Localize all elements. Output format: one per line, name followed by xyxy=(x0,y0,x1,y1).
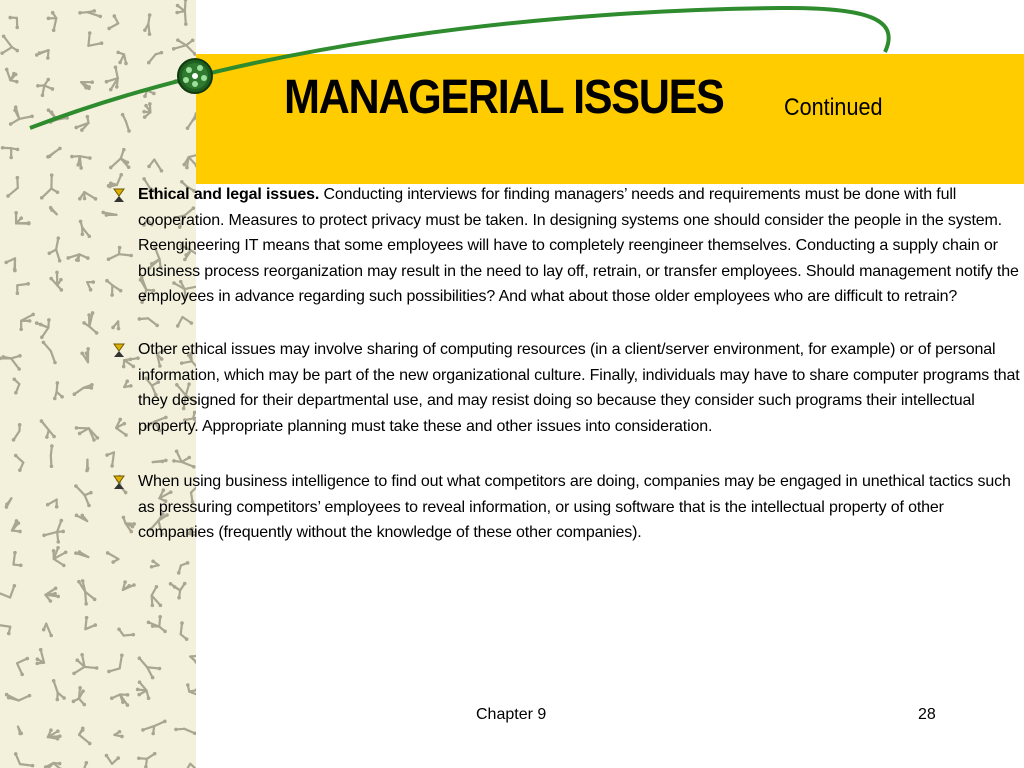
molecule-shape xyxy=(117,627,135,636)
globe-icon xyxy=(178,59,212,93)
bullet-text: When using business intelligence to find out what competitors are doing, companies may be engaged in unethical tactics such as pressuring competitors’ employees to reveal information, or using software that is the intellectual property of other companies (frequently without the knowledge of these other companies). xyxy=(138,473,1011,541)
molecule-shape xyxy=(137,752,156,768)
molecule-shape xyxy=(5,693,32,701)
molecule-shape xyxy=(74,550,88,557)
molecule-shape xyxy=(14,752,34,767)
bullet-lead-text: Ethical and legal issues. xyxy=(138,186,320,203)
molecule-shape xyxy=(72,761,99,768)
molecule-shape xyxy=(177,561,189,575)
molecule-shape xyxy=(75,426,100,442)
molecule-shape xyxy=(42,519,65,544)
molecule-shape xyxy=(151,585,163,607)
molecule-shape xyxy=(44,762,63,768)
molecule-shape xyxy=(185,764,196,768)
bullet-text: Conducting interviews for finding managers’ needs and requirements must be done with full cooperation. Measures to protect privacy must be taken. In designing systems one should consider the people in the system. Reengineering IT means that some employees will have to completely reengineer themselves. Conducting a supply chain or business process reorganization may result in the need to lay off, retrain, or transfer employees. Should management notify the employees in advance regarding such possibilities? And what about those older employees who are difficult to retrain? xyxy=(138,186,1019,305)
molecule-shape xyxy=(49,271,63,292)
molecule-shape xyxy=(105,754,120,764)
molecule-shape xyxy=(150,559,159,568)
molecule-shape xyxy=(110,693,129,707)
molecule-shape xyxy=(19,313,35,331)
bullet-icon xyxy=(112,474,126,490)
bullet-icon xyxy=(112,342,126,358)
molecule-shape xyxy=(80,347,90,362)
title-main-text: MANAGERIAL ISSUES xyxy=(284,71,724,124)
molecule-shape xyxy=(5,498,12,509)
molecule-shape xyxy=(12,519,22,533)
molecule-shape xyxy=(50,444,54,468)
molecule-shape xyxy=(82,311,98,335)
molecule-shape xyxy=(13,551,22,567)
molecule-shape xyxy=(12,423,22,442)
molecule-shape xyxy=(72,686,86,706)
molecule-shape xyxy=(49,206,57,214)
molecule-shape xyxy=(79,727,91,746)
footer-chapter: Chapter 9 xyxy=(476,706,547,723)
molecule-shape xyxy=(186,683,196,698)
molecule-shape xyxy=(123,580,136,590)
molecule-shape xyxy=(87,280,95,291)
molecule-shape xyxy=(0,584,16,598)
molecule-shape xyxy=(114,730,123,738)
molecule-shape xyxy=(42,624,53,638)
molecule-shape xyxy=(47,236,61,262)
molecule-shape xyxy=(174,728,196,735)
molecule-shape xyxy=(46,500,59,509)
title-subtitle-text: Continued xyxy=(784,94,883,121)
bullet-item-3 xyxy=(112,469,1024,546)
slide-title xyxy=(284,70,883,134)
molecule-shape xyxy=(141,720,166,736)
molecule-shape xyxy=(4,258,16,272)
molecule-shape xyxy=(85,616,97,629)
bullet-list xyxy=(112,182,1024,546)
bullet-item-2 xyxy=(112,337,1024,469)
molecule-shape xyxy=(66,254,89,262)
molecule-shape xyxy=(147,615,167,633)
molecule-shape xyxy=(14,454,23,472)
molecule-shape xyxy=(0,623,11,635)
molecule-shape xyxy=(169,582,187,600)
molecule-shape xyxy=(35,648,44,665)
molecule-shape xyxy=(136,680,150,700)
molecule-shape xyxy=(42,341,57,365)
molecule-shape xyxy=(0,354,22,371)
molecule-shape xyxy=(85,460,89,473)
molecule-shape xyxy=(48,728,62,740)
molecule-shape xyxy=(53,381,64,400)
molecule-shape xyxy=(52,546,68,567)
bullet-icon xyxy=(112,187,126,203)
molecule-shape xyxy=(72,653,98,675)
molecule-shape xyxy=(190,654,196,664)
molecule-shape xyxy=(180,621,188,641)
molecule-shape xyxy=(18,727,23,736)
molecule-shape xyxy=(107,653,124,673)
molecule-shape xyxy=(74,484,93,507)
molecule-shape xyxy=(14,211,30,225)
molecule-shape xyxy=(16,282,30,295)
molecule-shape xyxy=(35,318,51,339)
molecule-shape xyxy=(45,586,60,602)
footer-page-number: 28 xyxy=(918,706,936,723)
bullet-item-1 xyxy=(112,182,1024,334)
bullet-text: Other ethical issues may involve sharing of computing resources (in a client/server environment, for example) or of personal information, which may be part of the new organizational culture. Finally, individuals may have to share computer programs that they designed for their departmental use, and may resist doing so because they consider such programs their intellectual property. Appropriate planning must take these and other issues into consideration. xyxy=(138,341,1020,435)
molecule-shape xyxy=(13,377,20,394)
molecule-shape xyxy=(73,383,94,396)
molecule-shape xyxy=(77,579,96,605)
molecule-shape xyxy=(40,419,56,439)
molecule-shape xyxy=(75,514,88,521)
molecule-shape xyxy=(17,657,29,676)
molecule-shape xyxy=(138,656,162,679)
molecule-shape xyxy=(106,551,119,564)
molecule-shape xyxy=(79,220,91,238)
molecule-shape xyxy=(52,679,66,701)
